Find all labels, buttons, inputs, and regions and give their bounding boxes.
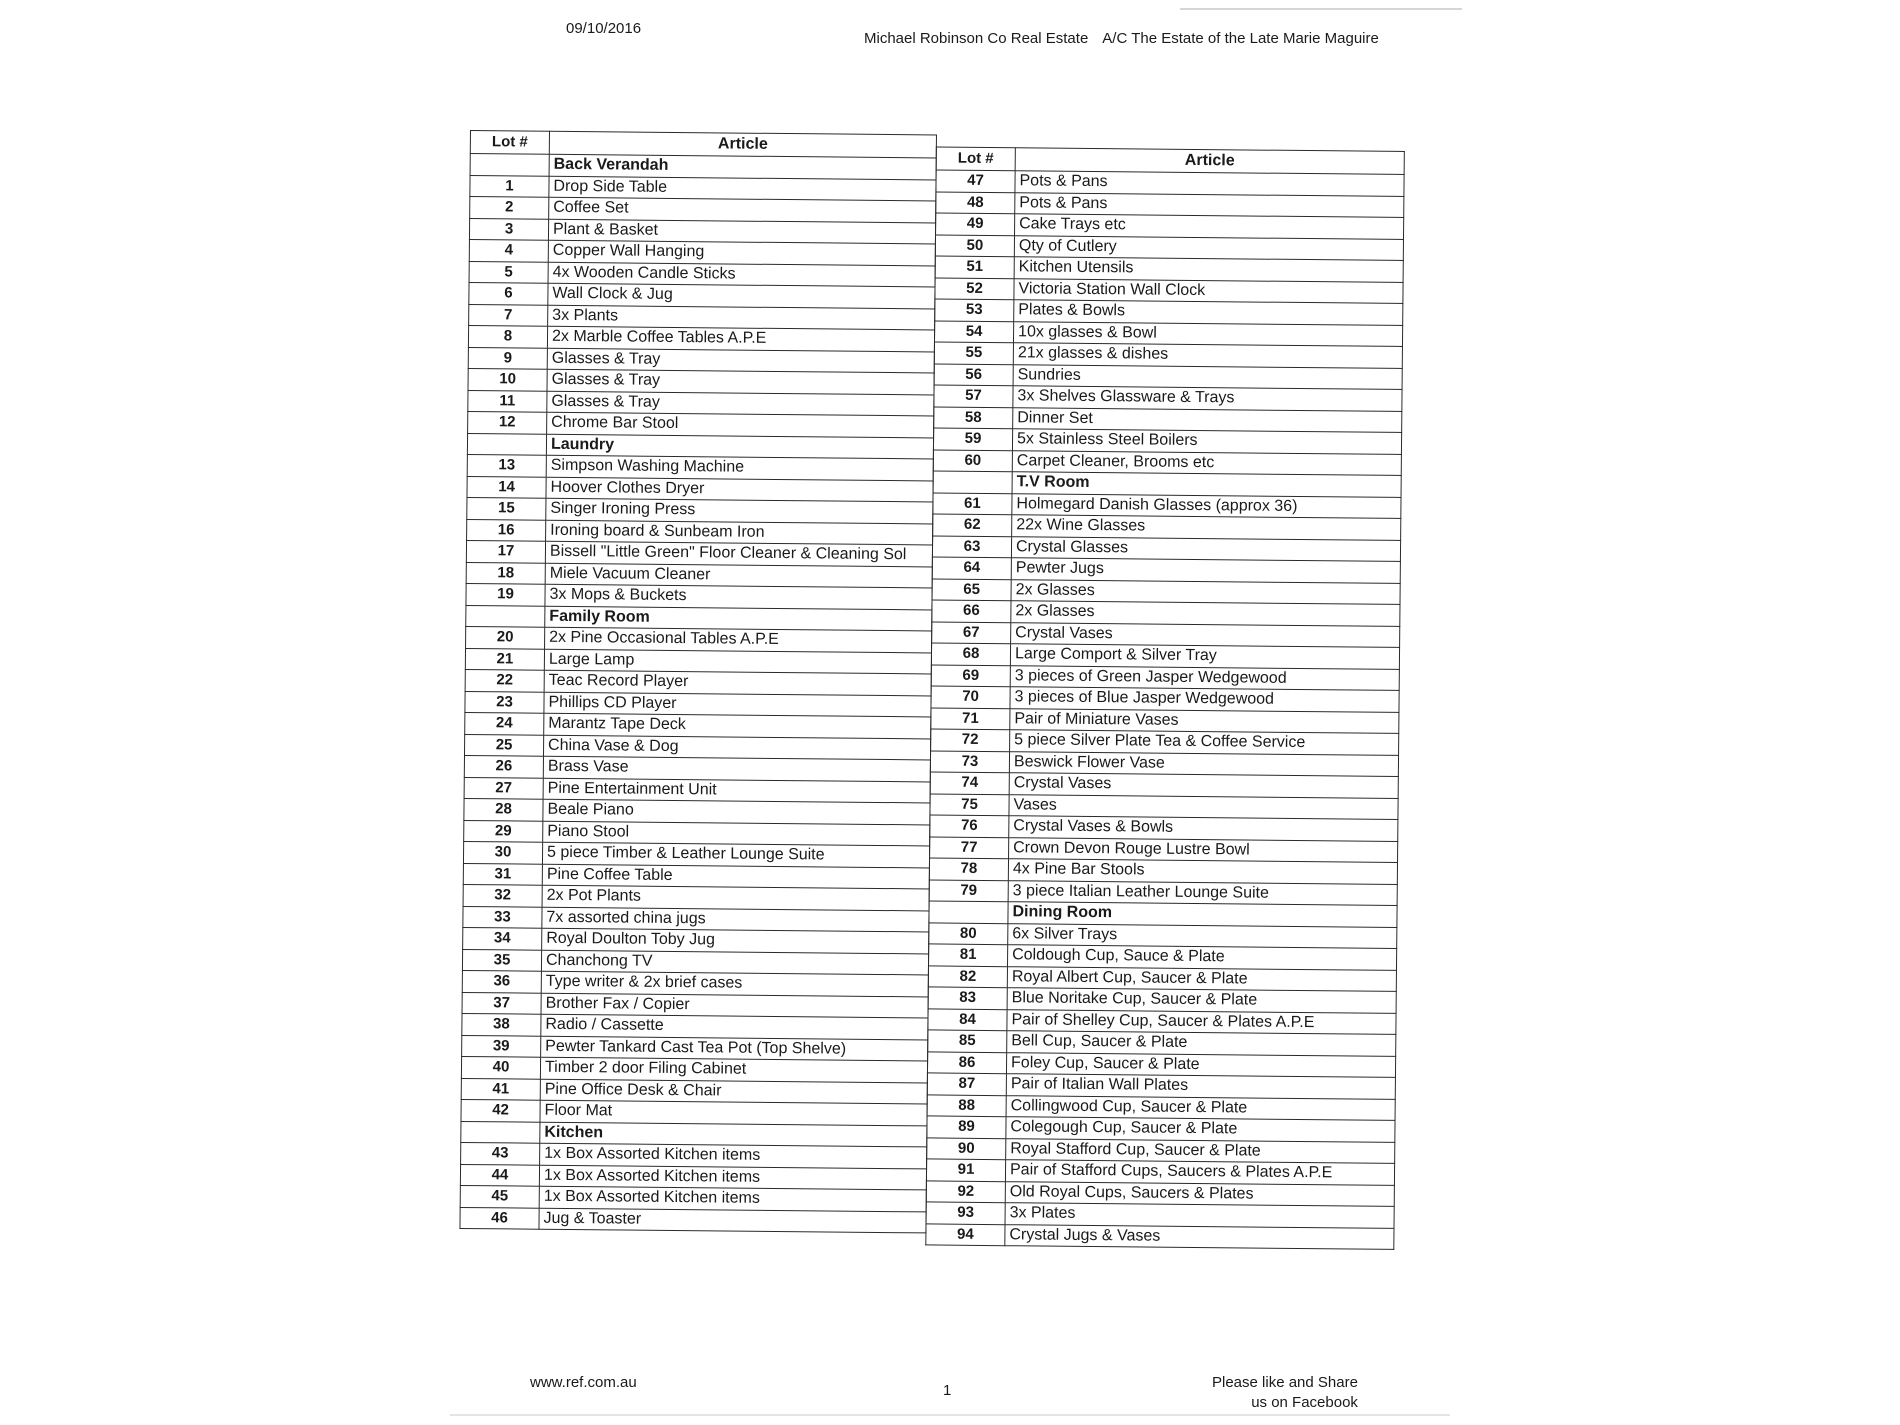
article-name: Holmegard Danish Glasses (approx 36) xyxy=(1012,493,1401,518)
article-name: Qty of Cutlery xyxy=(1014,235,1403,260)
article-name: Beale Piano xyxy=(543,799,930,824)
article-name: 7x assorted china jugs xyxy=(542,907,929,932)
article-name: Pewter Jugs xyxy=(1011,558,1400,583)
section-lot-cell xyxy=(470,154,549,176)
lot-number: 21 xyxy=(465,648,544,670)
article-name: Crystal Vases xyxy=(1009,773,1398,798)
article-name: Brother Fax / Copier xyxy=(541,993,928,1018)
article-name: Crystal Vases xyxy=(1011,622,1400,647)
facebook-line-1: Please like and Share xyxy=(1212,1374,1358,1391)
section-title: Laundry xyxy=(546,434,933,459)
article-name: Pots & Pans xyxy=(1015,171,1404,196)
article-name: Singer Ironing Press xyxy=(546,498,933,523)
document-title xyxy=(864,30,1379,47)
lot-number: 24 xyxy=(465,712,544,734)
article-name: Phillips CD Player xyxy=(544,692,931,717)
top-rule xyxy=(1180,8,1462,10)
table-row xyxy=(460,1207,926,1233)
lot-number: 46 xyxy=(460,1207,539,1229)
lot-number: 44 xyxy=(460,1164,539,1186)
article-name: 5 piece Silver Plate Tea & Coffee Service xyxy=(1010,730,1399,755)
article-name: Type writer & 2x brief cases xyxy=(541,971,928,996)
lot-number: 62 xyxy=(933,514,1012,536)
lot-number: 47 xyxy=(936,170,1015,192)
article-name: Large Lamp xyxy=(544,649,931,674)
article-name: Royal Stafford Cup, Saucer & Plate xyxy=(1006,1138,1395,1163)
article-name: Vases xyxy=(1009,794,1398,819)
lot-number: 1 xyxy=(470,175,549,197)
article-name: 5 piece Timber & Leather Lounge Suite xyxy=(542,842,929,867)
lot-number: 37 xyxy=(462,992,541,1014)
article-name: Sundries xyxy=(1013,364,1402,389)
lot-number: 15 xyxy=(467,497,546,519)
lot-number: 82 xyxy=(928,965,1007,987)
lot-number: 56 xyxy=(934,363,1013,385)
lot-number: 18 xyxy=(466,562,545,584)
lot-number: 85 xyxy=(928,1030,1007,1052)
lot-number: 10 xyxy=(468,368,547,390)
lot-number: 74 xyxy=(930,772,1009,794)
lot-number: 42 xyxy=(461,1099,540,1121)
article-name: Ironing board & Sunbeam Iron xyxy=(546,520,933,545)
lot-number: 53 xyxy=(935,299,1014,321)
article-name: Collingwood Cup, Saucer & Plate xyxy=(1006,1095,1395,1120)
article-name: Miele Vacuum Cleaner xyxy=(545,563,932,588)
article-name: 3 piece Italian Leather Lounge Suite xyxy=(1008,880,1397,905)
lot-number: 75 xyxy=(930,793,1009,815)
article-name: Pots & Pans xyxy=(1015,192,1404,217)
lot-number: 79 xyxy=(929,879,1008,901)
article-name: Coldough Cup, Sauce & Plate xyxy=(1007,945,1396,970)
article-name: 1x Box Assorted Kitchen items xyxy=(539,1165,926,1190)
article-name: Bell Cup, Saucer & Plate xyxy=(1007,1031,1396,1056)
section-title: Dining Room xyxy=(1008,902,1397,927)
section-lot-cell xyxy=(461,1121,540,1143)
lot-number: 92 xyxy=(926,1180,1005,1202)
lot-number: 86 xyxy=(927,1051,1006,1073)
article-name: 1x Box Assorted Kitchen items xyxy=(539,1186,926,1211)
lot-number: 9 xyxy=(468,347,547,369)
lot-number: 35 xyxy=(462,949,541,971)
lot-number: 65 xyxy=(932,578,1011,600)
article-name: Brass Vase xyxy=(543,756,930,781)
lot-number: 58 xyxy=(934,406,1013,428)
lot-number: 60 xyxy=(933,449,1012,471)
article-name: Plates & Bowls xyxy=(1014,300,1403,325)
article-name: Bissell "Little Green" Floor Cleaner & Cleaning Sol xyxy=(545,541,932,566)
page-number: 1 xyxy=(943,1382,952,1399)
lot-list-page xyxy=(459,130,1425,1299)
article-name: Pewter Tankard Cast Tea Pot (Top Shelve) xyxy=(541,1036,928,1061)
lot-number: 63 xyxy=(932,535,1011,557)
document-date: 09/10/2016 xyxy=(566,20,642,37)
article-name: 2x Glasses xyxy=(1011,579,1400,604)
lot-number: 43 xyxy=(461,1142,540,1164)
article-column-header: Article xyxy=(549,131,936,158)
lot-number: 91 xyxy=(926,1159,1005,1181)
lot-table-left xyxy=(459,130,937,1233)
article-name: 2x Glasses xyxy=(1011,601,1400,626)
article-name: 6x Silver Trays xyxy=(1008,923,1397,948)
article-name: Floor Mat xyxy=(540,1100,927,1125)
article-name: 21x glasses & dishes xyxy=(1013,343,1402,368)
lot-number: 7 xyxy=(469,304,548,326)
lot-number: 38 xyxy=(462,1013,541,1035)
article-name: Coffee Set xyxy=(549,197,936,222)
lot-number: 17 xyxy=(466,540,545,562)
lot-table-right xyxy=(925,146,1405,1249)
footer-website: www.ref.com.au xyxy=(530,1374,637,1391)
article-name: Drop Side Table xyxy=(549,176,936,201)
article-name: Marantz Tape Deck xyxy=(544,713,931,738)
lot-number: 27 xyxy=(464,777,543,799)
article-name: Carpet Cleaner, Brooms etc xyxy=(1012,450,1401,475)
lot-number: 23 xyxy=(465,691,544,713)
lot-number: 76 xyxy=(930,815,1009,837)
article-name: Crystal Jugs & Vases xyxy=(1005,1224,1394,1249)
lot-number: 3 xyxy=(469,218,548,240)
lot-number: 94 xyxy=(926,1223,1005,1245)
lot-number: 54 xyxy=(934,320,1013,342)
article-name: Royal Doulton Toby Jug xyxy=(542,928,929,953)
article-name: Chrome Bar Stool xyxy=(547,412,934,437)
article-name: 2x Marble Coffee Tables A.P.E xyxy=(547,326,934,351)
article-name: Glasses & Tray xyxy=(547,391,934,416)
lot-number: 11 xyxy=(468,390,547,412)
lot-number: 31 xyxy=(463,863,542,885)
article-name: Pair of Miniature Vases xyxy=(1010,708,1399,733)
lot-number: 8 xyxy=(468,325,547,347)
lot-number: 83 xyxy=(928,987,1007,1009)
section-title: Kitchen xyxy=(540,1122,927,1147)
article-name: Chanchong TV xyxy=(541,950,928,975)
article-name: 3x Plants xyxy=(548,305,935,330)
section-title: Family Room xyxy=(545,606,932,631)
lot-number: 64 xyxy=(932,557,1011,579)
lot-number: 69 xyxy=(931,664,1010,686)
lot-number: 16 xyxy=(467,519,546,541)
lot-number: 77 xyxy=(930,836,1009,858)
article-name: Jug & Toaster xyxy=(539,1208,926,1233)
article-name: Glasses & Tray xyxy=(547,348,934,373)
lot-number: 41 xyxy=(461,1078,540,1100)
article-name: Large Comport & Silver Tray xyxy=(1010,644,1399,669)
lot-number: 33 xyxy=(463,906,542,928)
lot-number: 26 xyxy=(464,755,543,777)
section-lot-cell xyxy=(929,901,1008,923)
lot-number: 40 xyxy=(461,1056,540,1078)
lot-number: 49 xyxy=(936,213,1015,235)
article-name: Crown Devon Rouge Lustre Bowl xyxy=(1009,837,1398,862)
table-row xyxy=(926,1223,1394,1249)
article-name: Timber 2 door Filing Cabinet xyxy=(540,1057,927,1082)
article-name: Pine Office Desk & Chair xyxy=(540,1079,927,1104)
lot-number: 55 xyxy=(934,342,1013,364)
lot-number: 28 xyxy=(464,798,543,820)
lot-number: 4 xyxy=(469,239,548,261)
article-name: Old Royal Cups, Saucers & Plates xyxy=(1005,1181,1394,1206)
article-name: Piano Stool xyxy=(543,821,930,846)
section-title: Back Verandah xyxy=(549,154,936,179)
lot-number: 14 xyxy=(467,476,546,498)
article-name: Pair of Italian Wall Plates xyxy=(1006,1074,1395,1099)
article-name: Victoria Station Wall Clock xyxy=(1014,278,1403,303)
article-name: 2x Pot Plants xyxy=(542,885,929,910)
article-name: Teac Record Player xyxy=(544,670,931,695)
article-name: Glasses & Tray xyxy=(547,369,934,394)
article-name: Cake Trays etc xyxy=(1015,214,1404,239)
lot-number: 29 xyxy=(464,820,543,842)
lot-number: 59 xyxy=(933,428,1012,450)
lot-number: 66 xyxy=(932,600,1011,622)
lot-number: 25 xyxy=(464,734,543,756)
article-name: Hoover Clothes Dryer xyxy=(546,477,933,502)
article-name: 2x Pine Occasional Tables A.P.E xyxy=(545,627,932,652)
lot-number: 87 xyxy=(927,1073,1006,1095)
article-name: 3x Shelves Glassware & Trays xyxy=(1013,386,1402,411)
lot-number: 57 xyxy=(934,385,1013,407)
article-column-header: Article xyxy=(1015,148,1404,175)
article-name: Beswick Flower Vase xyxy=(1009,751,1398,776)
lot-number: 68 xyxy=(931,643,1010,665)
article-name: 22x Wine Glasses xyxy=(1012,515,1401,540)
lot-number: 13 xyxy=(467,454,546,476)
lot-number: 71 xyxy=(931,707,1010,729)
lot-number: 6 xyxy=(469,282,548,304)
article-name: Royal Albert Cup, Saucer & Plate xyxy=(1007,966,1396,991)
article-name: Dinner Set xyxy=(1013,407,1402,432)
lot-number: 12 xyxy=(468,411,547,433)
lot-number: 93 xyxy=(926,1202,1005,1224)
lot-number: 5 xyxy=(469,261,548,283)
lot-number: 32 xyxy=(463,884,542,906)
section-lot-cell xyxy=(467,433,546,455)
lot-number: 88 xyxy=(927,1094,1006,1116)
lot-number: 50 xyxy=(935,234,1014,256)
lot-number: 2 xyxy=(470,197,549,219)
lot-number: 90 xyxy=(927,1137,1006,1159)
article-name: 3 pieces of Blue Jasper Wedgewood xyxy=(1010,687,1399,712)
facebook-note xyxy=(1212,1373,1358,1413)
article-name: Pine Coffee Table xyxy=(542,864,929,889)
bottom-rule xyxy=(450,1414,1450,1416)
lot-number: 22 xyxy=(465,669,544,691)
article-name: Pair of Stafford Cups, Saucers & Plates A.P.E xyxy=(1005,1160,1394,1185)
article-name: 3x Mops & Buckets xyxy=(545,584,932,609)
article-name: Crystal Glasses xyxy=(1011,536,1400,561)
article-name: Plant & Basket xyxy=(548,219,935,244)
article-name: 3x Plates xyxy=(1005,1203,1394,1228)
lot-number: 80 xyxy=(929,922,1008,944)
article-name: Copper Wall Hanging xyxy=(548,240,935,265)
lot-number: 39 xyxy=(462,1035,541,1057)
lot-number: 30 xyxy=(463,841,542,863)
lot-number: 84 xyxy=(928,1008,1007,1030)
article-name: 1x Box Assorted Kitchen items xyxy=(540,1143,927,1168)
article-name: Wall Clock & Jug xyxy=(548,283,935,308)
article-name: Kitchen Utensils xyxy=(1014,257,1403,282)
lot-number: 45 xyxy=(460,1185,539,1207)
article-name: Simpson Washing Machine xyxy=(546,455,933,480)
lot-number: 20 xyxy=(466,626,545,648)
lot-number: 73 xyxy=(930,750,1009,772)
section-lot-cell xyxy=(933,471,1012,493)
lot-number: 48 xyxy=(936,191,1015,213)
lot-number: 78 xyxy=(929,858,1008,880)
lot-number: 61 xyxy=(933,492,1012,514)
lot-number: 19 xyxy=(466,583,545,605)
lot-column-header: Lot # xyxy=(936,147,1015,171)
account-name: A/C The Estate of the Late Marie Maguire xyxy=(1102,30,1379,47)
article-name: 4x Wooden Candle Sticks xyxy=(548,262,935,287)
lot-number: 89 xyxy=(927,1116,1006,1138)
section-lot-cell xyxy=(466,605,545,627)
lot-number: 51 xyxy=(935,256,1014,278)
article-name: 4x Pine Bar Stools xyxy=(1008,859,1397,884)
article-name: Pair of Shelley Cup, Saucer & Plates A.P.E xyxy=(1007,1009,1396,1034)
lot-number: 52 xyxy=(935,277,1014,299)
article-name: 5x Stainless Steel Boilers xyxy=(1012,429,1401,454)
article-name: 10x glasses & Bowl xyxy=(1013,321,1402,346)
lot-number: 70 xyxy=(931,686,1010,708)
article-name: Foley Cup, Saucer & Plate xyxy=(1006,1052,1395,1077)
lot-number: 81 xyxy=(929,944,1008,966)
article-name: Blue Noritake Cup, Saucer & Plate xyxy=(1007,988,1396,1013)
facebook-line-2: us on Facebook xyxy=(1251,1394,1358,1411)
article-name: Crystal Vases & Bowls xyxy=(1009,816,1398,841)
article-name: Pine Entertainment Unit xyxy=(543,778,930,803)
lot-number: 72 xyxy=(931,729,1010,751)
article-name: China Vase & Dog xyxy=(543,735,930,760)
article-name: 3 pieces of Green Jasper Wedgewood xyxy=(1010,665,1399,690)
article-name: Colegough Cup, Saucer & Plate xyxy=(1006,1117,1395,1142)
lot-number: 67 xyxy=(932,621,1011,643)
lot-number: 36 xyxy=(462,970,541,992)
section-title: T.V Room xyxy=(1012,472,1401,497)
company-name: Michael Robinson Co Real Estate xyxy=(864,30,1089,47)
lot-number: 34 xyxy=(463,927,542,949)
article-name: Radio / Cassette xyxy=(541,1014,928,1039)
lot-column-header: Lot # xyxy=(470,131,549,155)
